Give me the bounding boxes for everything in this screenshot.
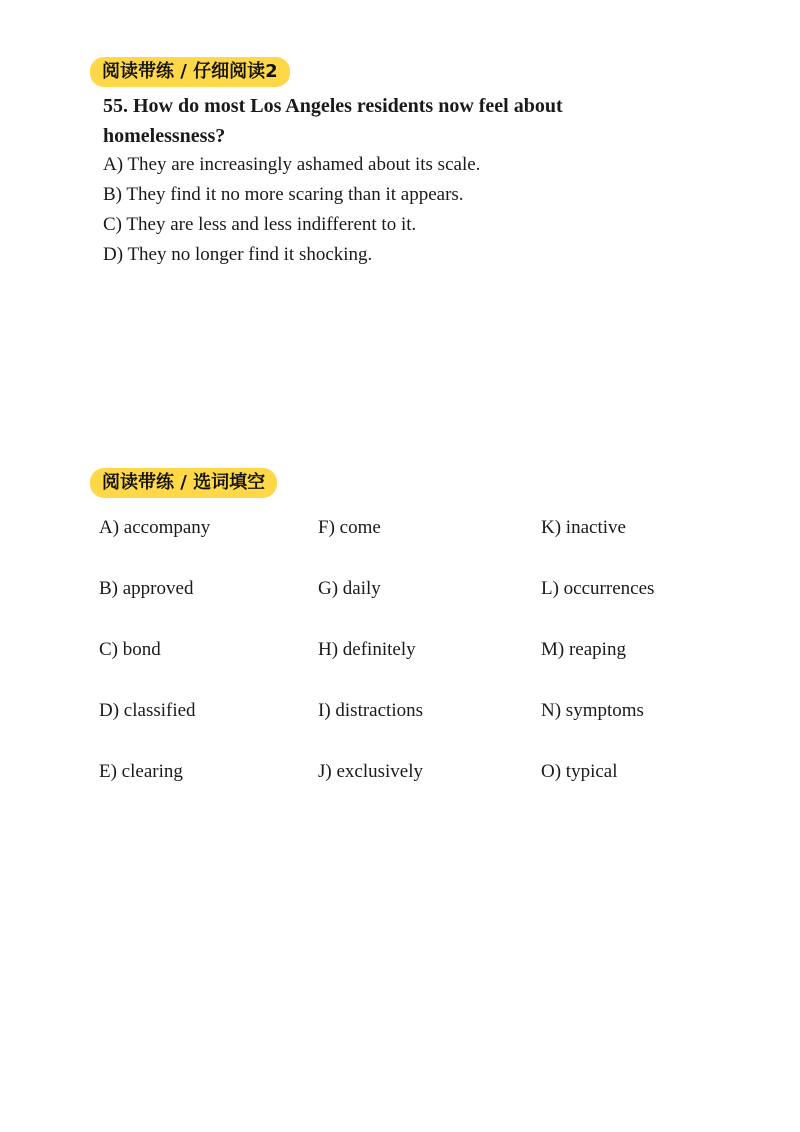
section-tag-word-bank: 阅读带练 / 选词填空 xyxy=(90,468,277,498)
word-choice: G) daily xyxy=(318,578,381,599)
question-55: 55. How do most Los Angeles residents now feel about homelessness? xyxy=(103,95,563,147)
option-b: B) They find it no more scaring than it appears. xyxy=(103,184,464,205)
word-choice: L) occurrences xyxy=(541,578,655,599)
word-choice: J) exclusively xyxy=(318,761,424,782)
word-choice: D) classified xyxy=(99,700,196,721)
word-choice: B) approved xyxy=(99,578,194,599)
word-choice: A) accompany xyxy=(99,517,211,538)
section-tag-careful-reading: 阅读带练 / 仔细阅读2 xyxy=(90,57,290,87)
word-choice: E) clearing xyxy=(99,761,183,782)
word-choice: N) symptoms xyxy=(541,700,644,721)
word-choice: I) distractions xyxy=(318,700,424,721)
option-d: D) They no longer find it shocking. xyxy=(103,244,373,265)
answer-options xyxy=(103,150,480,270)
option-c: C) They are less and less indifferent to it. xyxy=(103,214,417,235)
option-a: A) They are increasingly ashamed about its scale. xyxy=(103,154,481,175)
word-choice: F) come xyxy=(318,517,381,538)
word-choice: K) inactive xyxy=(541,517,626,538)
word-choice: H) definitely xyxy=(318,639,416,660)
word-choice: M) reaping xyxy=(541,639,626,660)
word-choice: O) typical xyxy=(541,761,618,782)
word-choice: C) bond xyxy=(99,639,161,660)
